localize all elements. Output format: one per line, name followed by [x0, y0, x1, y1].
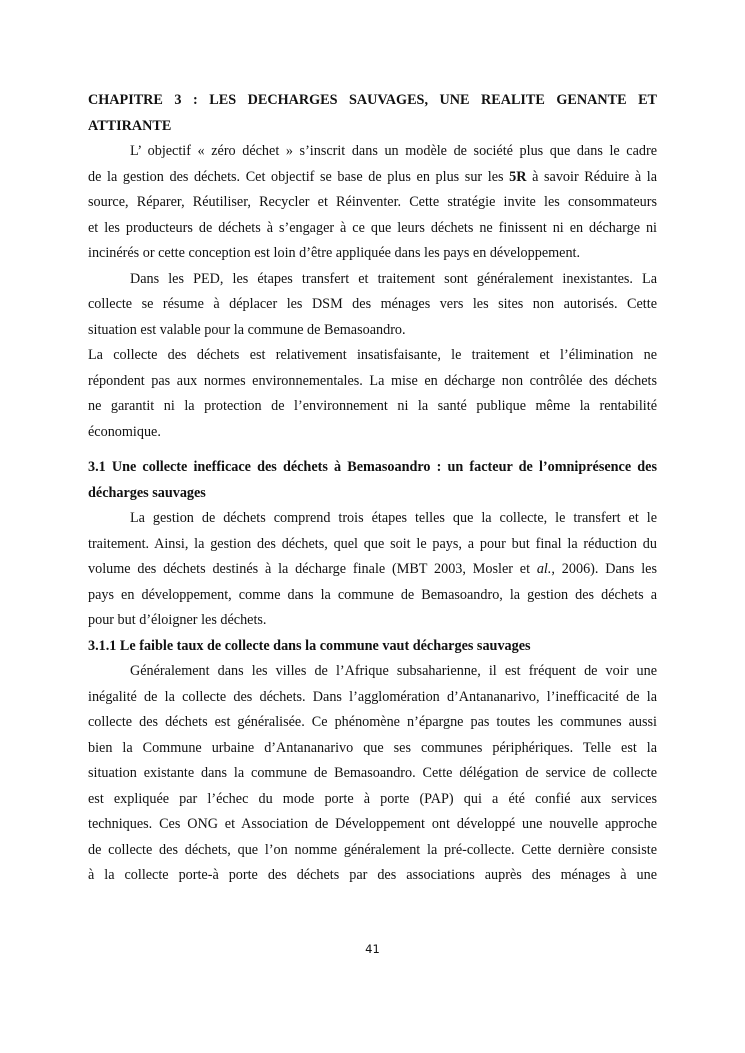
- text-segment: collecte des déchets est généralisée. Ce phénomène n’épargne pas toutes les communes aussi: [88, 714, 657, 730]
- text-line: [88, 241, 657, 267]
- text-line: [88, 343, 657, 369]
- text-segment: répondent pas aux normes environnementales. La mise en décharge non contrôlée des déchets: [88, 372, 657, 389]
- text-segment: La gestion de déchets comprend trois étapes telles que la collecte, le transfert et le: [130, 510, 657, 526]
- text-line: [88, 838, 657, 864]
- text-line: [88, 190, 657, 216]
- text-line: [88, 216, 657, 242]
- text-segment: est expliquée par l’échec du mode porte à porte (PAP) qui a été confié aux services: [88, 790, 657, 807]
- text-line: [88, 455, 657, 481]
- bold-text: 5R: [509, 168, 527, 185]
- text-segment: 3.1 Une collecte inefficace des déchets à Bemasoandro : un facteur de l’omniprésence des: [88, 459, 657, 475]
- text-segment: à la collecte porte-à porte des déchets par des associations auprès des ménages à une: [88, 867, 657, 883]
- paragraph: [88, 139, 657, 267]
- section-heading: [88, 455, 657, 506]
- page-body: [88, 88, 657, 889]
- section-heading: [88, 88, 657, 139]
- text-segment: économique.: [88, 423, 161, 440]
- text-line: [88, 761, 657, 787]
- text-segment: 3.1.1 Le faible taux de collecte dans la commune vaut décharges sauvages: [88, 637, 531, 654]
- text-line: [88, 812, 657, 838]
- text-segment: pour but d’éloigner les déchets.: [88, 612, 267, 628]
- text-segment: et les producteurs de déchets à s’engager à ce que leurs déchets ne finissent ni en décharge ni: [88, 219, 657, 236]
- text-line: [88, 165, 657, 191]
- text-segment: , 2006). Dans les: [551, 561, 657, 577]
- text-segment: incinérés or cette conception est loin d’être appliquée dans les pays en développement.: [88, 245, 581, 261]
- text-line: [88, 787, 657, 813]
- text-segment: situation existante dans la commune de Bemasoandro. Cette délégation de service de collecte: [88, 765, 657, 781]
- text-segment: traitement. Ainsi, la gestion des déchets, quel que soit le pays, a pour but final la réduction du: [88, 535, 657, 552]
- text-segment: à savoir Réduire à la: [526, 168, 657, 185]
- text-line: [88, 608, 657, 634]
- paragraph: [88, 343, 657, 445]
- text-segment: collecte se résume à déplacer les DSM des ménages vers les sites non autorisés. Cette: [88, 296, 657, 312]
- text-line: [88, 659, 657, 685]
- text-segment: décharges sauvages: [88, 484, 206, 501]
- text-line: [88, 139, 657, 165]
- text-line: [88, 506, 657, 532]
- text-segment: L’ objectif « zéro déchet » s’inscrit dans un modèle de société plus que dans le cadre: [130, 143, 657, 159]
- text-line: [88, 369, 657, 395]
- text-line: [88, 114, 657, 140]
- page-number: 41: [365, 942, 380, 956]
- paragraph: [88, 659, 657, 889]
- text-line: [88, 863, 657, 889]
- text-line: [88, 685, 657, 711]
- text-line: [88, 583, 657, 609]
- paragraph: [88, 267, 657, 344]
- text-segment: de collecte des déchets, que l’on nomme généralement la pré-collecte. Cette dernière consiste: [88, 841, 657, 858]
- text-segment: pays en développement, comme dans la commune de Bemasoandro, la gestion des déchets a: [88, 586, 657, 603]
- text-line: [88, 481, 657, 507]
- text-line: [88, 557, 657, 583]
- text-segment: CHAPITRE 3 : LES DECHARGES SAUVAGES, UNE REALITE GENANTE ET: [88, 92, 657, 108]
- text-segment: situation est valable pour la commune de Bemasoandro.: [88, 321, 406, 338]
- text-segment: source, Réparer, Réutiliser, Recycler et Réinventer. Cette stratégie invite les consommateurs: [88, 194, 657, 210]
- text-line: [88, 420, 657, 446]
- text-line: [88, 318, 657, 344]
- text-line: [88, 736, 657, 762]
- text-segment: bien la Commune urbaine d’Antananarivo que ses communes périphériques. Telle est la: [88, 739, 657, 756]
- text-line: [88, 292, 657, 318]
- text-line: [88, 88, 657, 114]
- section-heading: [88, 634, 657, 660]
- text-segment: techniques. Ces ONG et Association de Développement ont développé une nouvelle approche: [88, 816, 657, 832]
- text-segment: inégalité de la collecte des déchets. Dans l’agglomération d’Antananarivo, l’inefficacité de la: [88, 688, 657, 705]
- text-line: [88, 394, 657, 420]
- text-segment: Dans les PED, les étapes transfert et traitement sont généralement inexistantes. La: [130, 270, 657, 287]
- italic-text: al.: [536, 561, 552, 577]
- text-line: [88, 634, 657, 660]
- text-segment: Généralement dans les villes de l’Afrique subsaharienne, il est fréquent de voir une: [130, 663, 657, 679]
- text-line: [88, 710, 657, 736]
- text-segment: ne garantit ni la protection de l’environnement ni la santé publique même la rentabilité: [88, 398, 657, 414]
- text-segment: ATTIRANTE: [88, 117, 172, 134]
- text-line: [88, 532, 657, 558]
- text-segment: La collecte des déchets est relativement insatisfaisante, le traitement et l’élimination ne: [88, 347, 657, 363]
- text-segment: de la gestion des déchets. Cet objectif se base de plus en plus sur les: [88, 168, 510, 185]
- text-line: [88, 267, 657, 293]
- paragraph: [88, 506, 657, 634]
- text-segment: volume des déchets destinés à la décharge finale (MBT 2003, Mosler et: [88, 561, 537, 577]
